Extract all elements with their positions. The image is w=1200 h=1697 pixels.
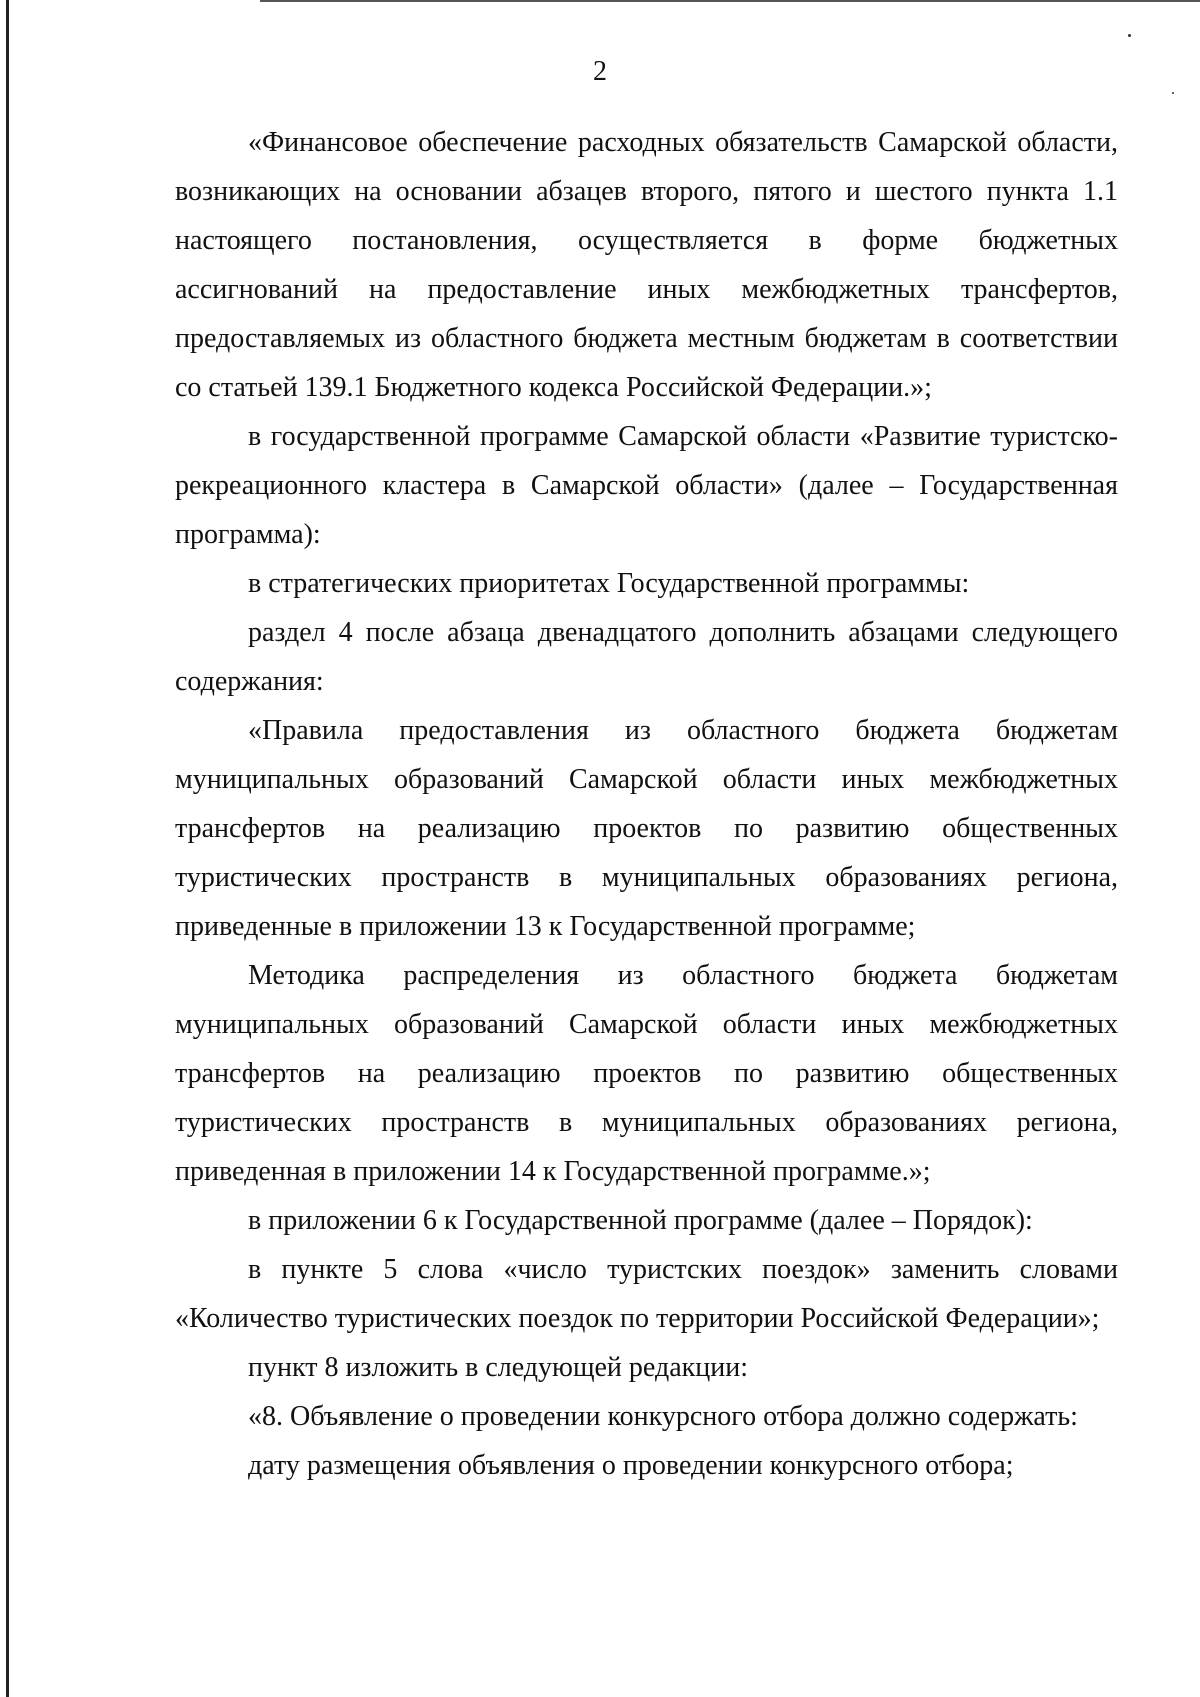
paragraph-rules: «Правила предоставления из областного бюджета бюджетам муниципальных образований Самарской области иных межбюджетных трансфертов на реализацию проектов по развитию общественных туристических пространств в муниципальных образованиях региона, приведенные в приложении 13 к Государственной программе;: [175, 715, 1118, 942]
paragraph-announcement: «8. Объявление о проведении конкурсного отбора должно содержать:: [248, 1401, 1078, 1432]
scan-top-edge: [260, 0, 1200, 2]
paragraph-methodology: Методика распределения из областного бюджета бюджетам муниципальных образований Самарской области иных межбюджетных трансфертов на реализацию проектов по развитию общественных туристических пространств в муниципальных образованиях региона, приведенная в приложении 14 к Государственной программе.»;: [175, 960, 1118, 1187]
scan-speck: [1128, 34, 1131, 37]
paragraph-section-4: раздел 4 после абзаца двенадцатого дополнить абзацами следующего содержания:: [175, 617, 1118, 697]
paragraph-clause-8: пункт 8 изложить в следующей редакции:: [248, 1352, 748, 1383]
scan-left-edge: [6, 0, 9, 1697]
paragraph-financing: «Финансовое обеспечение расходных обязательств Самарской области, возникающих на основании абзацев второго, пятого и шестого пункта 1.1 настоящего постановления, осуществляется в форме бюджетных ассигнований на предоставление иных межбюджетных трансфертов, предоставляемых из областного бюджета местным бюджетам в соответствии со статьей 139.1 Бюджетного кодекса Российской Федерации.»;: [175, 127, 1118, 403]
paragraph-posting-date: дату размещения объявления о проведении конкурсного отбора;: [248, 1450, 1014, 1481]
paragraph-strategic-priorities: в стратегических приоритетах Государственной программы:: [248, 568, 970, 599]
scan-speck: [1172, 92, 1174, 94]
paragraph-state-program: в государственной программе Самарской области «Развитие туристско-рекреационного кластера в Самарской области» (далее – Государственная программа):: [175, 421, 1118, 550]
page-number: 2: [593, 56, 607, 87]
paragraph-clause-5: в пункте 5 слова «число туристских поездок» заменить словами «Количество туристических поездок по территории Российской Федерации»;: [175, 1254, 1118, 1334]
paragraph-appendix-6: в приложении 6 к Государственной программе (далее – Порядок):: [248, 1205, 1033, 1236]
document-body: [175, 118, 1118, 1490]
